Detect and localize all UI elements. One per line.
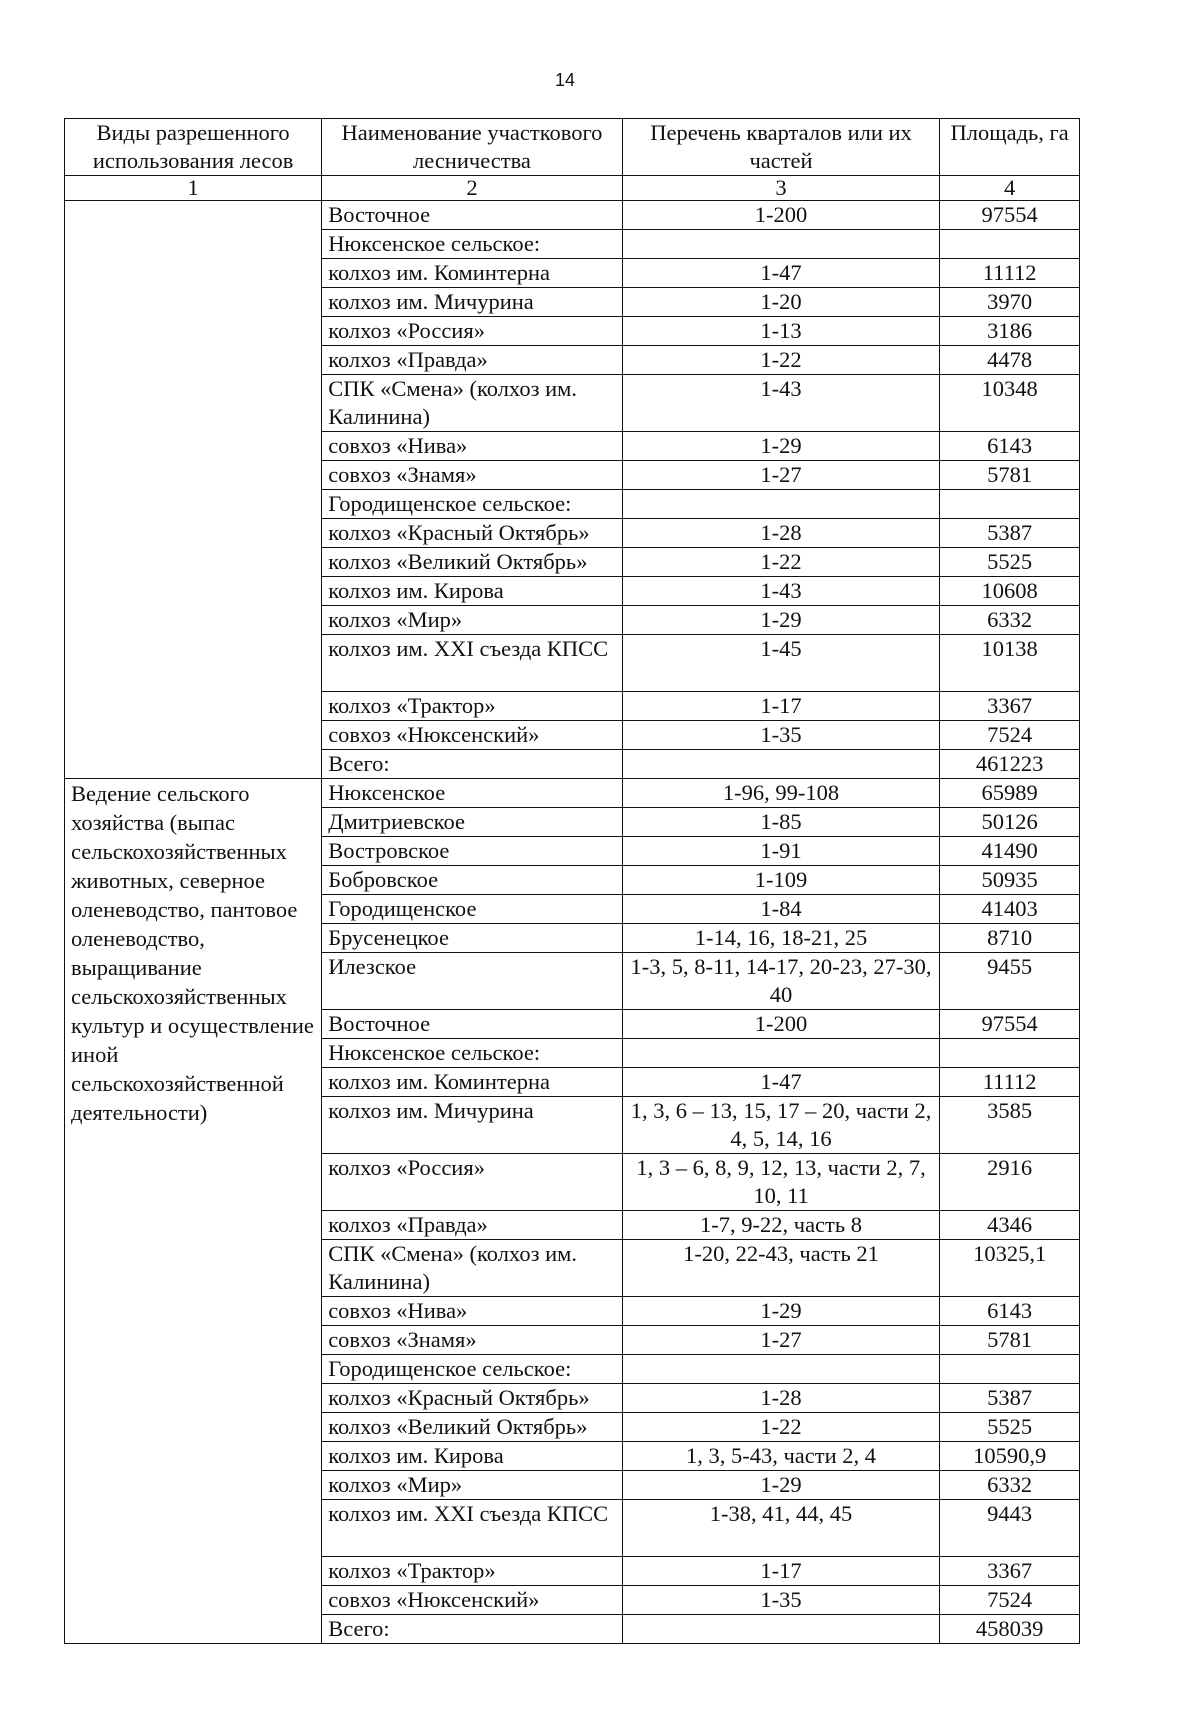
- forestry-name-cell: колхоз им. Мичурина: [322, 1097, 623, 1154]
- forestry-name-cell: колхоз «Великий Октябрь»: [322, 548, 623, 577]
- area-cell: 458039: [940, 1615, 1080, 1644]
- use-type-cell-blank: [65, 201, 322, 779]
- area-cell: 41403: [940, 895, 1080, 924]
- quarters-cell: 1-29: [622, 432, 940, 461]
- quarters-cell: 1-38, 41, 44, 45: [622, 1500, 940, 1557]
- area-cell: 6143: [940, 1297, 1080, 1326]
- quarters-cell: 1-91: [622, 837, 940, 866]
- quarters-cell: 1-22: [622, 548, 940, 577]
- area-cell: 10608: [940, 577, 1080, 606]
- quarters-cell: 1-43: [622, 577, 940, 606]
- forestry-name-cell: колхоз «Правда»: [322, 346, 623, 375]
- area-cell: 5781: [940, 1326, 1080, 1355]
- forestry-name-cell: Брусенецкое: [322, 924, 623, 953]
- area-cell: 6143: [940, 432, 1080, 461]
- quarters-cell: 1-45: [622, 635, 940, 692]
- area-cell: 8710: [940, 924, 1080, 953]
- forest-use-table: [64, 118, 1080, 1644]
- quarters-cell: 1, 3, 5-43, части 2, 4: [622, 1442, 940, 1471]
- forestry-name-cell: Илезское: [322, 953, 623, 1010]
- quarters-cell: 1-20: [622, 288, 940, 317]
- quarters-cell: 1-7, 9-22, часть 8: [622, 1211, 940, 1240]
- forestry-name-cell: Нюксенское сельское:: [322, 1039, 623, 1068]
- forestry-name-cell: СПК «Смена» (колхоз им. Калинина): [322, 1240, 623, 1297]
- forestry-name-cell: Городищенское сельское:: [322, 1355, 623, 1384]
- quarters-cell: 1-17: [622, 692, 940, 721]
- quarters-cell: 1-28: [622, 1384, 940, 1413]
- quarters-cell: 1-200: [622, 201, 940, 230]
- table-row: [65, 779, 1080, 808]
- forestry-name-cell: Городищенское сельское:: [322, 490, 623, 519]
- forestry-name-cell: колхоз «Россия»: [322, 317, 623, 346]
- forestry-name-cell: колхоз «Правда»: [322, 1211, 623, 1240]
- forestry-name-cell: колхоз им. Коминтерна: [322, 259, 623, 288]
- area-cell: 2916: [940, 1154, 1080, 1211]
- area-cell: 97554: [940, 1010, 1080, 1039]
- quarters-cell: [622, 1355, 940, 1384]
- area-cell: 6332: [940, 1471, 1080, 1500]
- forestry-name-cell: Всего:: [322, 750, 623, 779]
- forestry-name-cell: колхоз «Трактор»: [322, 1557, 623, 1586]
- area-cell: [940, 1039, 1080, 1068]
- column-number: 4: [940, 176, 1080, 201]
- quarters-cell: 1-85: [622, 808, 940, 837]
- quarters-cell: 1-20, 22-43, часть 21: [622, 1240, 940, 1297]
- forestry-name-cell: совхоз «Нива»: [322, 432, 623, 461]
- area-cell: 3970: [940, 288, 1080, 317]
- forestry-name-cell: Нюксенское: [322, 779, 623, 808]
- forestry-name-cell: совхоз «Знамя»: [322, 1326, 623, 1355]
- forestry-name-cell: совхоз «Нюксенский»: [322, 721, 623, 750]
- area-cell: 10590,9: [940, 1442, 1080, 1471]
- forestry-name-cell: Восточное: [322, 201, 623, 230]
- forestry-name-cell: колхоз им. XXI съезда КПСС: [322, 635, 623, 692]
- quarters-cell: 1-47: [622, 259, 940, 288]
- quarters-cell: 1-27: [622, 461, 940, 490]
- quarters-cell: [622, 1039, 940, 1068]
- quarters-cell: 1-43: [622, 375, 940, 432]
- area-cell: 50935: [940, 866, 1080, 895]
- header-col2: Наименование участкового лесничества: [322, 119, 623, 176]
- header-row: [65, 119, 1080, 176]
- column-number: 1: [65, 176, 322, 201]
- forestry-name-cell: совхоз «Нива»: [322, 1297, 623, 1326]
- forestry-name-cell: колхоз «Красный Октябрь»: [322, 519, 623, 548]
- area-cell: 9455: [940, 953, 1080, 1010]
- quarters-cell: 1-13: [622, 317, 940, 346]
- forestry-name-cell: СПК «Смена» (колхоз им. Калинина): [322, 375, 623, 432]
- forestry-name-cell: колхоз «Мир»: [322, 1471, 623, 1500]
- header-col4: Площадь, га: [940, 119, 1080, 176]
- quarters-cell: 1, 3, 6 – 13, 15, 17 – 20, части 2, 4, 5, 14, 16: [622, 1097, 940, 1154]
- quarters-cell: 1-84: [622, 895, 940, 924]
- area-cell: 5781: [940, 461, 1080, 490]
- quarters-cell: 1-35: [622, 1586, 940, 1615]
- forestry-name-cell: колхоз «Россия»: [322, 1154, 623, 1211]
- quarters-cell: 1-29: [622, 1471, 940, 1500]
- area-cell: 5387: [940, 519, 1080, 548]
- area-cell: 10138: [940, 635, 1080, 692]
- area-cell: 4478: [940, 346, 1080, 375]
- quarters-cell: [622, 230, 940, 259]
- forestry-name-cell: совхоз «Нюксенский»: [322, 1586, 623, 1615]
- area-cell: 5525: [940, 1413, 1080, 1442]
- forestry-name-cell: Всего:: [322, 1615, 623, 1644]
- quarters-cell: 1-14, 16, 18-21, 25: [622, 924, 940, 953]
- forestry-name-cell: Городищенское: [322, 895, 623, 924]
- forestry-name-cell: Восточное: [322, 1010, 623, 1039]
- area-cell: 7524: [940, 1586, 1080, 1615]
- forestry-name-cell: колхоз им. Кирова: [322, 577, 623, 606]
- area-cell: 41490: [940, 837, 1080, 866]
- forestry-name-cell: Бобровское: [322, 866, 623, 895]
- quarters-cell: 1-35: [622, 721, 940, 750]
- quarters-cell: 1-28: [622, 519, 940, 548]
- quarters-cell: 1-200: [622, 1010, 940, 1039]
- forestry-name-cell: совхоз «Знамя»: [322, 461, 623, 490]
- quarters-cell: 1-22: [622, 346, 940, 375]
- forestry-name-cell: колхоз «Красный Октябрь»: [322, 1384, 623, 1413]
- area-cell: 7524: [940, 721, 1080, 750]
- quarters-cell: [622, 750, 940, 779]
- forestry-name-cell: Дмитриевское: [322, 808, 623, 837]
- area-cell: 65989: [940, 779, 1080, 808]
- forestry-name-cell: колхоз «Великий Октябрь»: [322, 1413, 623, 1442]
- quarters-cell: 1-22: [622, 1413, 940, 1442]
- quarters-cell: 1, 3 – 6, 8, 9, 12, 13, части 2, 7, 10, 11: [622, 1154, 940, 1211]
- area-cell: 11112: [940, 1068, 1080, 1097]
- area-cell: 4346: [940, 1211, 1080, 1240]
- area-cell: 5387: [940, 1384, 1080, 1413]
- area-cell: 10348: [940, 375, 1080, 432]
- forestry-name-cell: колхоз им. XXI съезда КПСС: [322, 1500, 623, 1557]
- area-cell: 10325,1: [940, 1240, 1080, 1297]
- area-cell: [940, 1355, 1080, 1384]
- column-number: 2: [322, 176, 623, 201]
- quarters-cell: [622, 490, 940, 519]
- header-col1: Виды разрешенного использования лесов: [65, 119, 322, 176]
- quarters-cell: 1-96, 99-108: [622, 779, 940, 808]
- area-cell: 3186: [940, 317, 1080, 346]
- area-cell: 6332: [940, 606, 1080, 635]
- area-cell: 9443: [940, 1500, 1080, 1557]
- area-cell: 3367: [940, 692, 1080, 721]
- quarters-cell: [622, 1615, 940, 1644]
- forestry-name-cell: Нюксенское сельское:: [322, 230, 623, 259]
- quarters-cell: 1-3, 5, 8-11, 14-17, 20-23, 27-30, 40: [622, 953, 940, 1010]
- forestry-name-cell: колхоз им. Кирова: [322, 1442, 623, 1471]
- forestry-name-cell: колхоз им. Мичурина: [322, 288, 623, 317]
- table-row: [65, 201, 1080, 230]
- area-cell: 5525: [940, 548, 1080, 577]
- area-cell: 11112: [940, 259, 1080, 288]
- forestry-name-cell: колхоз «Трактор»: [322, 692, 623, 721]
- quarters-cell: 1-29: [622, 1297, 940, 1326]
- column-number: 3: [622, 176, 940, 201]
- area-cell: 50126: [940, 808, 1080, 837]
- quarters-cell: 1-109: [622, 866, 940, 895]
- forestry-name-cell: колхоз им. Коминтерна: [322, 1068, 623, 1097]
- area-cell: 461223: [940, 750, 1080, 779]
- area-cell: 3367: [940, 1557, 1080, 1586]
- area-cell: [940, 490, 1080, 519]
- area-cell: 97554: [940, 201, 1080, 230]
- column-number-row: [65, 176, 1080, 201]
- quarters-cell: 1-47: [622, 1068, 940, 1097]
- use-type-cell: Ведение сельского хозяйства (выпас сельскохозяйственных животных, северное оленеводство, пантовое оленеводство, выращивание сельскохозяйственных культур и осуществление иной сельскохозяйственной деятельности): [65, 779, 322, 1644]
- area-cell: [940, 230, 1080, 259]
- quarters-cell: 1-17: [622, 1557, 940, 1586]
- page-number: 14: [554, 70, 576, 90]
- forestry-name-cell: Востровское: [322, 837, 623, 866]
- quarters-cell: 1-27: [622, 1326, 940, 1355]
- header-col3: Перечень кварталов или их частей: [622, 119, 940, 176]
- forestry-name-cell: колхоз «Мир»: [322, 606, 623, 635]
- area-cell: 3585: [940, 1097, 1080, 1154]
- quarters-cell: 1-29: [622, 606, 940, 635]
